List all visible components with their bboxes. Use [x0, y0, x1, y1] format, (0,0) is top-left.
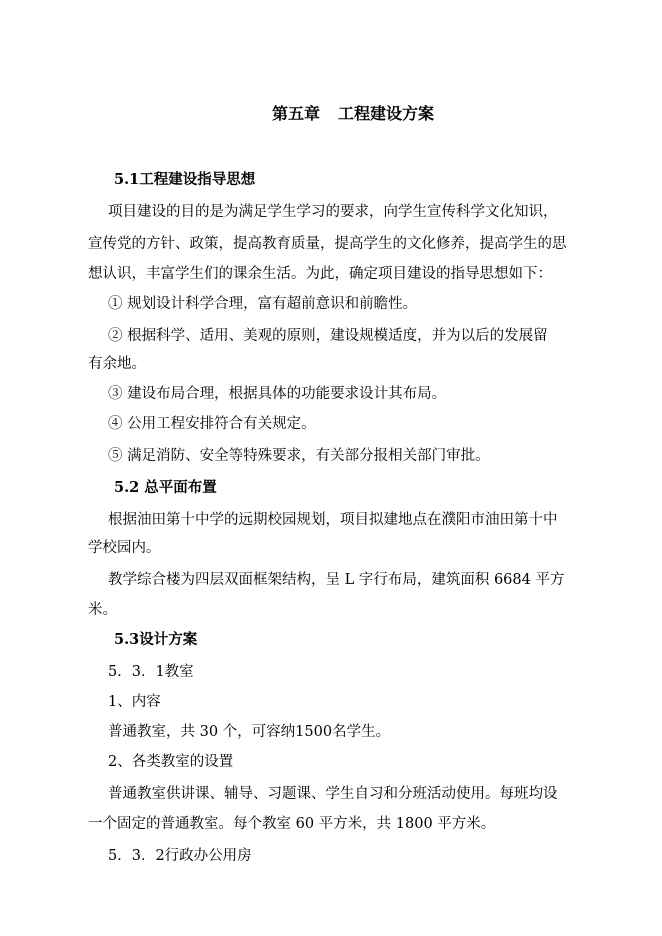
- section-heading-5-1: 5.1工程建设指导思想: [114, 171, 256, 188]
- chapter-name: 工程建设方案: [338, 104, 435, 123]
- paragraph-line: 普通教室，共 30 个，可容纳1500名学生。: [108, 724, 391, 740]
- section-heading-5-2: 5.2 总平面布置: [114, 479, 217, 496]
- chapter-number: 第五章: [272, 104, 321, 123]
- list-item-continuation: 有余地。: [88, 356, 146, 372]
- paragraph-line: 教学综合楼为四层双面框架结构，呈 L 字行布局，建筑面积 6684 平方: [108, 572, 565, 588]
- list-item: ③ 建设布局合理，根据具体的功能要求设计其布局。: [108, 386, 447, 402]
- paragraph-line: 项目建设的目的是为满足学生学习的要求，向学生宣传科学文化知识，: [108, 204, 558, 220]
- item-heading: 2、各类教室的设置: [108, 754, 234, 770]
- subsection-heading: 5．3．1教室: [108, 664, 194, 680]
- list-item: ② 根据科学、适用、美观的原则，建设规模适度，并为以后的发展留: [108, 328, 548, 344]
- paragraph-line: 普通教室供讲课、辅导、习题课、学生自习和分班活动使用。每班均设: [108, 786, 558, 802]
- list-item: ⑤ 满足消防、安全等特殊要求，有关部分报相关部门审批。: [108, 448, 490, 464]
- item-heading: 1、内容: [108, 694, 161, 710]
- paragraph-line: 一个固定的普通教室。每个教室 60 平方米，共 1800 平方米。: [88, 816, 496, 832]
- list-item: ④ 公用工程安排符合有关规定。: [108, 416, 316, 432]
- section-heading-5-3: 5.3设计方案: [114, 631, 198, 648]
- list-item: ① 规划设计科学合理，富有超前意识和前瞻性。: [108, 296, 418, 312]
- chapter-title: [272, 104, 434, 124]
- paragraph-line: 米。: [88, 602, 117, 618]
- paragraph-line: 根据油田第十中学的远期校园规划，项目拟建地点在濮阳市油田第十中: [108, 512, 558, 528]
- paragraph-line: 学校园内。: [88, 540, 161, 556]
- paragraph-line: 宣传党的方针、政策，提高教育质量，提高学生的文化修养，提高学生的思: [88, 236, 567, 252]
- paragraph-line: 想认识，丰富学生们的课余生活。为此，确定项目建设的指导思想如下：: [88, 266, 552, 282]
- subsection-heading: 5．3．2行政办公用房: [108, 848, 252, 864]
